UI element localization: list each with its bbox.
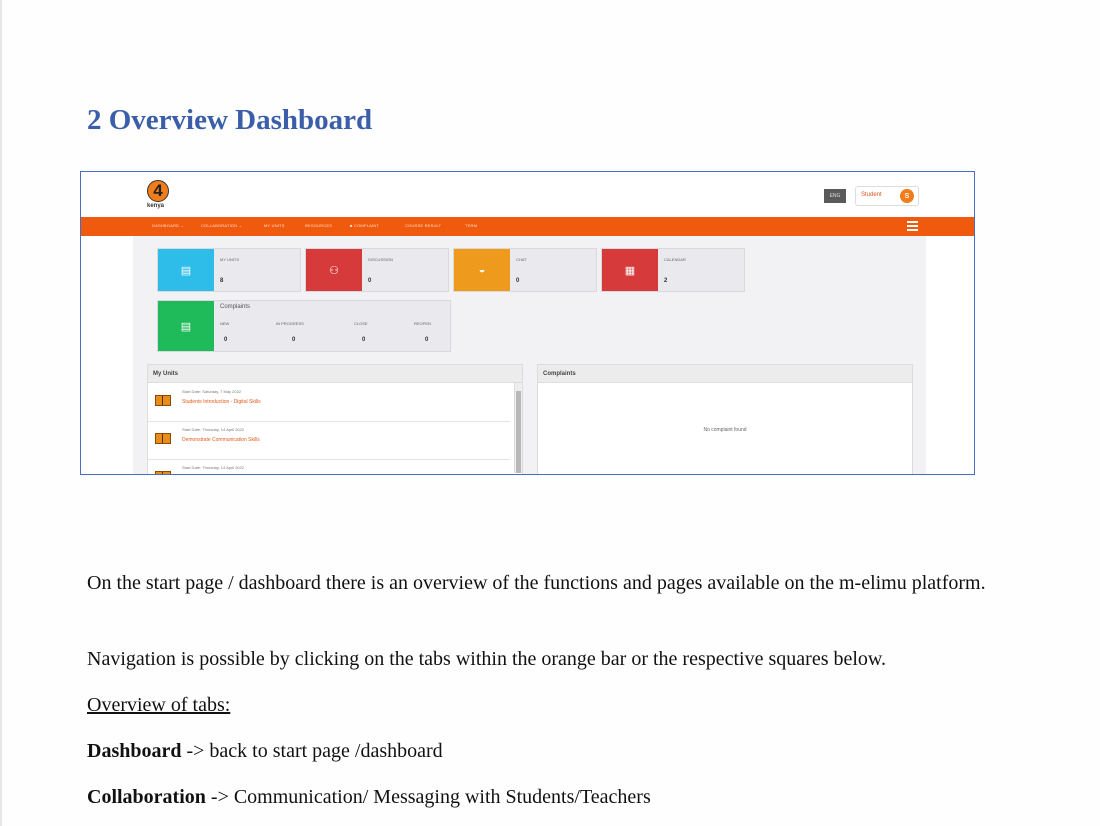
nav-item-complaint[interactable]: ■ COMPLAINT [350,223,380,228]
logo[interactable]: 4 [147,180,169,202]
tile-label: DISCUSSION [368,257,393,262]
complaint-stat-label: CLOSE [354,321,368,326]
table-icon: ▤ [158,301,214,351]
tab-description-text: -> back to start page /dashboard [181,740,443,762]
panel-title: My Units [148,365,522,383]
tab-term: Dashboard [87,740,182,762]
tab-description-text: -> Communication/ Messaging with Students/Teachers [205,786,651,808]
list-item[interactable] [148,421,510,460]
nav-item-collaboration[interactable]: COLLABORATION ⌄ [201,223,243,228]
sidebar-gutter [81,236,133,474]
nav-item-resources[interactable]: RESOURCES [305,223,333,228]
complaints-panel [537,364,913,475]
complaint-stat-label: REOPEN [414,321,431,326]
tile-count: 0 [516,278,520,284]
tile-count: 0 [368,278,372,284]
tab-term: Collaboration [87,786,206,808]
my-units-panel [147,364,523,475]
list-item[interactable] [148,383,510,422]
list-item[interactable] [148,459,510,475]
logo-text: kenya [147,203,165,209]
dashboard-screenshot [80,171,975,475]
complaint-stat-value: 0 [425,337,429,343]
tile-discussion[interactable] [305,248,449,292]
tile-calendar[interactable] [601,248,745,292]
book-icon [155,433,171,444]
book-icon: ▤ [158,249,214,291]
tile-count: 2 [664,278,668,284]
unit-start-date: Start Date: Saturday, 7 May 2022 [182,389,242,394]
scroll-thumb[interactable] [516,391,521,473]
tile-label: MY UNITS [220,257,240,262]
tile-label: CHAT [516,257,527,262]
tabs-overview-heading: Overview of tabs: [87,694,231,716]
complaint-stat-label: NEW [220,321,230,326]
tile-label: Complaints [220,304,251,310]
dashboard-content [133,236,926,474]
book-icon [155,395,171,406]
hamburger-icon[interactable] [907,221,918,231]
nav-item-my-units[interactable]: MY UNITS [264,223,285,228]
tile-my-units[interactable] [157,248,301,292]
tab-description-collaboration [87,783,651,811]
users-icon: ⚇ [306,249,362,291]
avatar[interactable]: S [900,189,914,203]
empty-state-text: No complaint found [703,427,747,433]
nav-item-dashboard[interactable]: DASHBOARD ⌄ [152,223,185,228]
nav-item-course-result[interactable]: COURSE RESULT [405,223,442,228]
tile-count: 8 [220,278,224,284]
complaint-stat-value: 0 [224,337,228,343]
book-icon [155,471,171,475]
unit-start-date: Start Date: Thursday, 14 April 2022 [182,427,245,432]
unit-title-link[interactable]: Demonstrate Communication Skills [182,437,260,443]
unit-start-date: Start Date: Thursday, 14 April 2022 [182,465,245,470]
units-scrollbar[interactable] [514,383,522,473]
panel-title: Complaints [538,365,912,383]
nav-item-term[interactable]: TERM [465,223,478,228]
tile-label: CALENDAR [664,257,686,262]
unit-title-link[interactable]: Students Introduction - Digital Skills [182,399,261,405]
navigation-paragraph: Navigation is possible by clicking on the tabs within the orange bar or the respective squares below. [87,648,887,670]
chat-icon: ◒ [454,249,510,291]
complaint-stat-value: 0 [362,337,366,343]
calendar-icon: ▦ [602,249,658,291]
intro-paragraph: On the start page / dashboard there is an overview of the functions and pages available on the m-elimu platform. [87,572,986,594]
section-heading: 2 Overview Dashboard [87,104,373,136]
user-menu[interactable] [855,186,919,206]
tile-chat[interactable] [453,248,597,292]
language-button[interactable]: ENG [824,189,846,203]
main-navbar [81,217,974,236]
complaint-stat-value: 0 [292,337,296,343]
user-role-label: Student [861,192,882,198]
tile-complaints[interactable] [157,300,451,352]
tab-description-dashboard [87,737,443,765]
complaint-stat-label: IN PROGRESS [276,321,304,326]
page-edge [0,0,2,826]
